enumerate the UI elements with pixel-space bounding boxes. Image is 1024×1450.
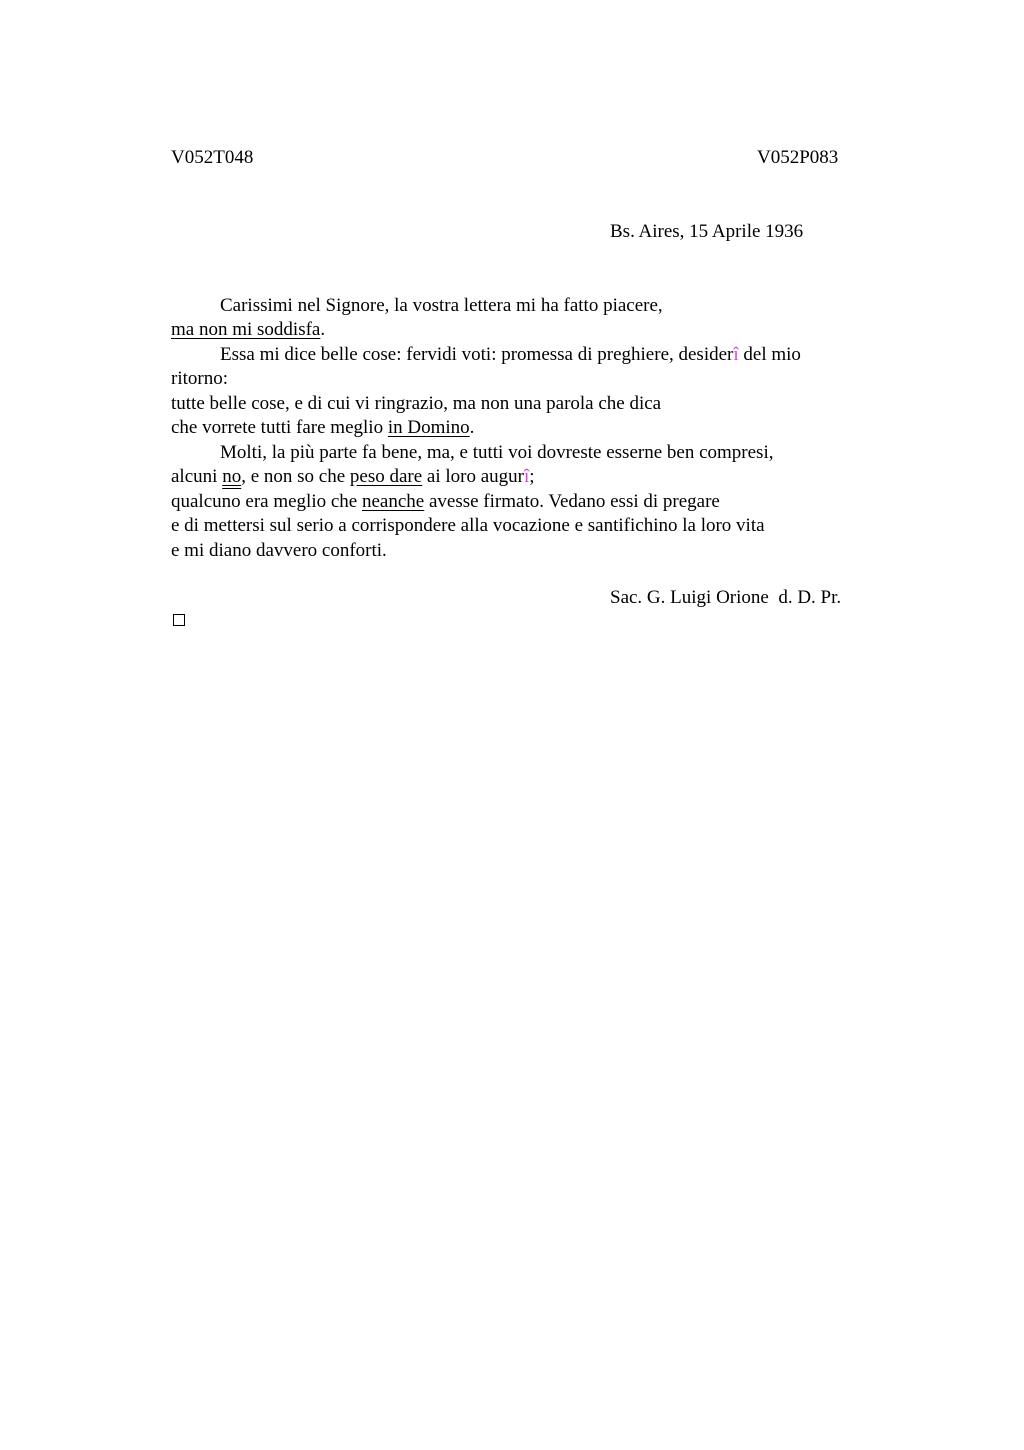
letter-line xyxy=(171,490,720,514)
signature: Sac. G. Luigi Orione d. D. Pr. xyxy=(610,587,842,608)
text-run: ai loro augur xyxy=(422,466,524,487)
text-run: , e non so che xyxy=(241,466,350,487)
text-run: e di mettersi sul serio a corrispondere alla vocazione e santifichino la loro vita xyxy=(171,515,765,536)
dateline: Bs. Aires, 15 Aprile 1936 xyxy=(610,221,804,242)
text-run: . xyxy=(469,417,475,438)
letter-line xyxy=(171,514,765,538)
document-code-right: V052P083 xyxy=(757,147,839,168)
letter-line xyxy=(171,416,474,440)
letter-line xyxy=(171,367,228,391)
letter-line xyxy=(220,294,663,318)
highlighted-character: î xyxy=(524,466,530,487)
double-underlined-text: no xyxy=(222,466,242,487)
text-run: Molti, la più parte fa bene, ma, e tutti voi dovreste esserne ben compresi, xyxy=(220,442,774,463)
text-run: . xyxy=(320,319,326,340)
letter-line xyxy=(220,441,773,465)
letter-line xyxy=(220,343,801,367)
letter-line xyxy=(171,465,535,489)
text-run: alcuni xyxy=(171,466,223,487)
text-run: del mio xyxy=(738,344,801,365)
text-run: ritorno: xyxy=(171,368,228,389)
letter-line xyxy=(171,539,387,563)
underlined-text: peso dare xyxy=(349,466,423,487)
empty-square-symbol xyxy=(173,614,185,626)
underlined-text: neanche xyxy=(361,491,425,512)
letter-line xyxy=(171,392,661,416)
text-run: qualcuno era meglio che xyxy=(171,491,362,512)
text-run: che vorrete tutti fare meglio xyxy=(171,417,388,438)
text-run: e mi diano davvero conforti. xyxy=(171,540,387,561)
document-code-left: V052T048 xyxy=(171,147,254,168)
text-run: Essa mi dice belle cose: fervidi voti: promessa di preghiere, desider xyxy=(220,344,734,365)
underlined-text: ma non mi soddisfa xyxy=(171,319,321,340)
text-run: tutte belle cose, e di cui vi ringrazio, ma non una parola che dica xyxy=(171,393,662,414)
letter-line xyxy=(171,318,325,342)
underlined-text: in Domino xyxy=(387,417,470,438)
text-run: ; xyxy=(529,466,535,487)
text-run: Carissimi nel Signore, la vostra lettera mi ha fatto piacere, xyxy=(220,295,663,316)
highlighted-character: î xyxy=(733,344,739,365)
text-run: avesse firmato. Vedano essi di pregare xyxy=(424,491,720,512)
